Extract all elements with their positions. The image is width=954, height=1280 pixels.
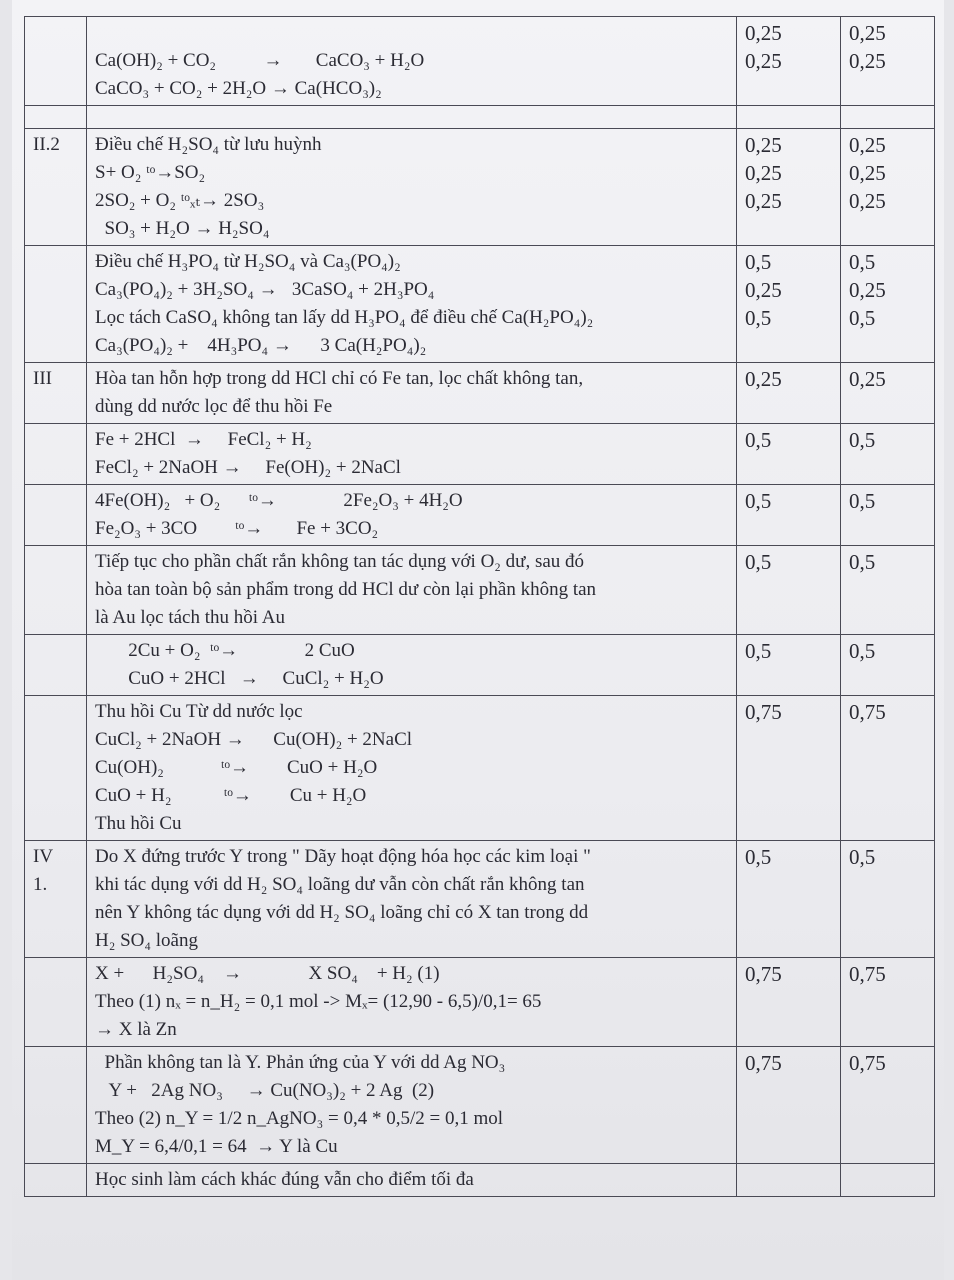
table-row xyxy=(25,129,935,246)
content-cell xyxy=(87,363,737,424)
section-label: III xyxy=(33,368,52,389)
score-value: 0,25 xyxy=(849,367,886,391)
content-line: Do X đứng trước Y trong " Dãy hoạt động hóa học các kim loại " xyxy=(95,846,591,867)
table-row xyxy=(25,841,935,958)
section-cell xyxy=(25,546,87,635)
score-value: 0,75 xyxy=(745,700,782,724)
total-score-cell xyxy=(841,246,935,363)
score-value: 0,5 xyxy=(745,428,772,452)
score-value: 0,75 xyxy=(745,1051,782,1075)
content-line: Theo (1) nₓ = n_H₂ = 0,1 mol -> Mₓ= (12,90 - 6,5)/0,1= 65 xyxy=(95,991,542,1012)
spacer-cell xyxy=(25,106,87,129)
total-score-cell xyxy=(841,635,935,696)
score-cell xyxy=(737,841,841,958)
score-cell xyxy=(737,485,841,546)
content-line: Điều chế H₂SO₄ từ lưu huỳnh xyxy=(95,134,322,155)
section-cell xyxy=(25,696,87,841)
content-cell xyxy=(87,635,737,696)
content-line: khi tác dụng với dd H₂ SO₄ loãng dư vẫn còn chất rắn không tan xyxy=(95,874,585,895)
score-cell xyxy=(737,546,841,635)
section-cell xyxy=(25,1047,87,1164)
score-value: 0,25 xyxy=(745,161,782,185)
content-line: Fe₂O₃ + 3CO ᵗᵒ→ Fe + 3CO₂ xyxy=(95,518,379,539)
content-line: là Au lọc tách thu hồi Au xyxy=(95,607,285,628)
score-value: 0,5 xyxy=(849,845,876,869)
total-score-cell xyxy=(841,1164,935,1197)
score-value: 0,25 xyxy=(849,278,886,302)
total-score-cell xyxy=(841,696,935,841)
score-value: 0,5 xyxy=(849,428,876,452)
content-cell xyxy=(87,424,737,485)
content-cell xyxy=(87,696,737,841)
section-cell xyxy=(25,841,87,958)
table-row xyxy=(25,424,935,485)
content-line: Học sinh làm cách khác đúng vẫn cho điểm tối đa xyxy=(95,1169,474,1190)
total-score-cell xyxy=(841,424,935,485)
score-value: 0,5 xyxy=(849,550,876,574)
content-line: → X là Zn xyxy=(95,1019,177,1040)
score-value: 0,75 xyxy=(849,962,886,986)
score-cell xyxy=(737,17,841,106)
table-row xyxy=(25,546,935,635)
score-value: 0,75 xyxy=(849,700,886,724)
grading-table-body xyxy=(25,17,935,1197)
total-score-cell xyxy=(841,485,935,546)
score-value: 0,25 xyxy=(745,367,782,391)
score-value: 0,5 xyxy=(849,639,876,663)
score-value: 0,25 xyxy=(849,21,886,45)
score-value: 0,5 xyxy=(745,550,772,574)
content-line: Ca₃(PO₄)₂ + 4H₃PO₄ → 3 Ca(H₂PO₄)₂ xyxy=(95,335,427,356)
score-value: 0,25 xyxy=(849,49,886,73)
content-line: Ca₃(PO₄)₂ + 3H₂SO₄ → 3CaSO₄ + 2H₃PO₄ xyxy=(95,279,435,300)
total-score-cell xyxy=(841,958,935,1047)
content-line: H₂ SO₄ loãng xyxy=(95,930,198,951)
content-line: Phần không tan là Y. Phản ứng của Y với dd Ag NO₃ xyxy=(95,1052,506,1073)
table-row xyxy=(25,635,935,696)
content-line: Ca(OH)₂ + CO₂ → CaCO₃ + H₂O xyxy=(95,50,425,71)
content-line: Thu hồi Cu xyxy=(95,813,182,834)
total-score-cell xyxy=(841,363,935,424)
score-value: 0,25 xyxy=(849,133,886,157)
section-label: II.2 xyxy=(33,134,60,155)
score-value: 0,25 xyxy=(745,21,782,45)
score-cell xyxy=(737,1164,841,1197)
content-line: Tiếp tục cho phần chất rắn không tan tác dụng với O₂ dư, sau đó xyxy=(95,551,585,572)
section-cell xyxy=(25,1164,87,1197)
content-line: S+ O₂ ᵗᵒ→SO₂ xyxy=(95,162,206,183)
score-value: 0,75 xyxy=(745,962,782,986)
score-cell xyxy=(737,958,841,1047)
score-value: 0,75 xyxy=(849,1051,886,1075)
total-score-cell xyxy=(841,129,935,246)
section-cell xyxy=(25,246,87,363)
section-cell xyxy=(25,424,87,485)
content-line: FeCl₂ + 2NaOH → Fe(OH)₂ + 2NaCl xyxy=(95,457,401,478)
content-line: Cu(OH)₂ ᵗᵒ→ CuO + H₂O xyxy=(95,757,378,778)
content-cell xyxy=(87,1164,737,1197)
table-row xyxy=(25,485,935,546)
table-row xyxy=(25,17,935,106)
score-cell xyxy=(737,129,841,246)
content-cell xyxy=(87,1047,737,1164)
score-value: 0,5 xyxy=(745,845,772,869)
score-value: 0,5 xyxy=(849,489,876,513)
content-line: Thu hồi Cu Từ dd nước lọc xyxy=(95,701,303,722)
content-line: Fe + 2HCl → FeCl₂ + H₂ xyxy=(95,429,312,450)
section-cell xyxy=(25,363,87,424)
content-line: 4Fe(OH)₂ + O₂ ᵗᵒ→ 2Fe₂O₃ + 4H₂O xyxy=(95,490,463,511)
score-cell xyxy=(737,696,841,841)
content-line: Theo (2) n_Y = 1/2 n_AgNO₃ = 0,4 * 0,5/2 = 0,1 mol xyxy=(95,1108,504,1129)
content-line: Hòa tan hỗn hợp trong dd HCl chỉ có Fe tan, lọc chất không tan, xyxy=(95,368,584,389)
content-line: SO₃ + H₂O → H₂SO₄ xyxy=(95,218,270,239)
score-value: 0,25 xyxy=(745,133,782,157)
content-cell xyxy=(87,129,737,246)
section-label: 1. xyxy=(33,874,48,895)
spacer-cell xyxy=(87,106,737,129)
content-cell xyxy=(87,958,737,1047)
content-line: 2Cu + O₂ ᵗᵒ→ 2 CuO xyxy=(95,640,355,661)
spacer-cell xyxy=(737,106,841,129)
score-value: 0,25 xyxy=(745,278,782,302)
score-value xyxy=(745,1166,832,1194)
score-value: 0,5 xyxy=(745,639,772,663)
content-cell xyxy=(87,485,737,546)
score-value: 0,25 xyxy=(745,49,782,73)
content-cell xyxy=(87,17,737,106)
table-row xyxy=(25,958,935,1047)
table-row xyxy=(25,246,935,363)
score-value: 0,25 xyxy=(849,161,886,185)
content-cell xyxy=(87,841,737,958)
score-value: 0,5 xyxy=(745,489,772,513)
table-row xyxy=(25,696,935,841)
score-value: 0,5 xyxy=(745,250,772,274)
grading-table xyxy=(24,16,935,1197)
table-row xyxy=(25,363,935,424)
spacer-cell xyxy=(841,106,935,129)
score-value: 0,25 xyxy=(849,189,886,213)
content-line: dùng dd nước lọc để thu hồi Fe xyxy=(95,396,333,417)
content-line: Điều chế H₃PO₄ từ H₂SO₄ và Ca₃(PO₄)₂ xyxy=(95,251,401,272)
content-line: 2SO₂ + O₂ ᵗᵒₓₜ→ 2SO₃ xyxy=(95,190,265,211)
score-cell xyxy=(737,363,841,424)
content-cell xyxy=(87,246,737,363)
section-cell xyxy=(25,485,87,546)
section-cell xyxy=(25,958,87,1047)
score-value: 0,5 xyxy=(849,250,876,274)
total-score-cell xyxy=(841,546,935,635)
table-row xyxy=(25,1164,935,1197)
score-cell xyxy=(737,635,841,696)
score-cell xyxy=(737,424,841,485)
score-value: 0,5 xyxy=(849,306,876,330)
content-line: Lọc tách CaSO₄ không tan lấy dd H₃PO₄ để điều chế Ca(H₂PO₄)₂ xyxy=(95,307,594,328)
table-row xyxy=(25,1047,935,1164)
score-cell xyxy=(737,1047,841,1164)
score-value: 0,5 xyxy=(745,306,772,330)
score-cell xyxy=(737,246,841,363)
content-line: X + H₂SO₄ → X SO₄ + H₂ (1) xyxy=(95,963,440,984)
section-cell xyxy=(25,635,87,696)
content-line: nên Y không tác dụng với dd H₂ SO₄ loãng chỉ có X tan trong dd xyxy=(95,902,589,923)
spacer-row xyxy=(25,106,935,129)
content-line: CuO + H₂ ᵗᵒ→ Cu + H₂O xyxy=(95,785,367,806)
score-value: 0,25 xyxy=(745,189,782,213)
content-line: CuO + 2HCl → CuCl₂ + H₂O xyxy=(95,668,384,689)
content-line: hòa tan toàn bộ sản phẩm trong dd HCl dư còn lại phần không tan xyxy=(95,579,597,600)
content-cell xyxy=(87,546,737,635)
content-line: CaCO₃ + CO₂ + 2H₂O → Ca(HCO₃)₂ xyxy=(95,78,382,99)
section-label: IV xyxy=(33,846,54,867)
total-score-cell xyxy=(841,1047,935,1164)
content-line: CuCl₂ + 2NaOH → Cu(OH)₂ + 2NaCl xyxy=(95,729,413,750)
content-line: M_Y = 6,4/0,1 = 64 → Y là Cu xyxy=(95,1136,338,1157)
section-cell xyxy=(25,17,87,106)
content-line: Y + 2Ag NO₃ → Cu(NO₃)₂ + 2 Ag (2) xyxy=(95,1080,435,1101)
total-score-cell xyxy=(841,841,935,958)
content-line xyxy=(95,19,728,47)
total-score-cell xyxy=(841,17,935,106)
section-cell xyxy=(25,129,87,246)
score-value xyxy=(849,1166,926,1194)
